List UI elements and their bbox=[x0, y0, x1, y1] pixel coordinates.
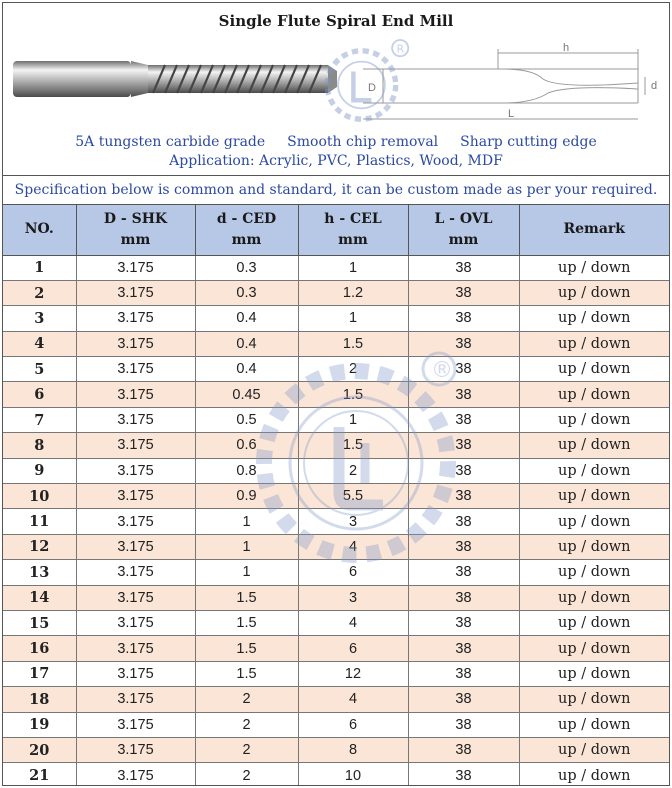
cutting-length-cell: 6 bbox=[298, 560, 408, 585]
shank-diameter-cell: 3.175 bbox=[76, 331, 195, 356]
remark-cell: up / down bbox=[519, 357, 669, 382]
cutting-length-cell: 8 bbox=[298, 737, 408, 762]
table-row bbox=[3, 661, 669, 686]
cutting-diameter-cell: 1.5 bbox=[195, 661, 298, 686]
cutting-diameter-cell: 1 bbox=[195, 509, 298, 534]
feature-item: Smooth chip removal bbox=[287, 134, 439, 150]
row-no-cell: 21 bbox=[3, 763, 76, 786]
table-row bbox=[3, 306, 669, 331]
table-row bbox=[3, 433, 669, 458]
row-no-cell: 17 bbox=[3, 661, 76, 686]
table-row bbox=[3, 382, 669, 407]
end-mill-photo bbox=[13, 51, 343, 107]
overall-length-cell: 38 bbox=[408, 280, 519, 305]
shank-diameter-cell: 3.175 bbox=[76, 484, 195, 509]
row-no-cell: 19 bbox=[3, 712, 76, 737]
cutting-length-cell: 1.2 bbox=[298, 280, 408, 305]
overall-length-cell: 38 bbox=[408, 382, 519, 407]
shank-diameter-cell: 3.175 bbox=[76, 712, 195, 737]
col-header-shank-diameter: D - SHK mm bbox=[76, 205, 195, 255]
table-row bbox=[3, 610, 669, 635]
shank-diameter-cell: 3.175 bbox=[76, 661, 195, 686]
row-no-cell: 6 bbox=[3, 382, 76, 407]
row-no-cell: 10 bbox=[3, 484, 76, 509]
cutting-length-cell: 1.5 bbox=[298, 382, 408, 407]
overall-length-cell: 38 bbox=[408, 687, 519, 712]
remark-cell: up / down bbox=[519, 636, 669, 661]
spec-table bbox=[3, 205, 669, 786]
label-h: h bbox=[563, 42, 570, 54]
cutting-diameter-cell: 1.5 bbox=[195, 585, 298, 610]
overall-length-cell: 38 bbox=[408, 357, 519, 382]
cutting-length-cell: 1 bbox=[298, 255, 408, 280]
remark-cell: up / down bbox=[519, 484, 669, 509]
overall-length-cell: 38 bbox=[408, 712, 519, 737]
cutting-length-cell: 5.5 bbox=[298, 484, 408, 509]
shank-diameter-cell: 3.175 bbox=[76, 433, 195, 458]
cutting-length-cell: 2 bbox=[298, 458, 408, 483]
shank-diameter-cell: 3.175 bbox=[76, 636, 195, 661]
row-no-cell: 16 bbox=[3, 636, 76, 661]
remark-cell: up / down bbox=[519, 534, 669, 559]
row-no-cell: 9 bbox=[3, 458, 76, 483]
remark-cell: up / down bbox=[519, 509, 669, 534]
remark-cell: up / down bbox=[519, 458, 669, 483]
table-row bbox=[3, 687, 669, 712]
overall-length-cell: 38 bbox=[408, 255, 519, 280]
label-L: L bbox=[508, 108, 515, 120]
shank-diameter-cell: 3.175 bbox=[76, 458, 195, 483]
cutting-diameter-cell: 2 bbox=[195, 687, 298, 712]
cutting-diameter-cell: 1.5 bbox=[195, 636, 298, 661]
remark-cell: up / down bbox=[519, 737, 669, 762]
product-header bbox=[3, 3, 669, 176]
overall-length-cell: 38 bbox=[408, 610, 519, 635]
shank-diameter-cell: 3.175 bbox=[76, 737, 195, 762]
remark-cell: up / down bbox=[519, 610, 669, 635]
table-row bbox=[3, 712, 669, 737]
feature-item: 5A tungsten carbide grade bbox=[75, 134, 266, 150]
overall-length-cell: 38 bbox=[408, 737, 519, 762]
cutting-diameter-cell: 0.3 bbox=[195, 255, 298, 280]
table-row bbox=[3, 407, 669, 432]
cutting-diameter-cell: 2 bbox=[195, 737, 298, 762]
remark-cell: up / down bbox=[519, 763, 669, 786]
table-header-row bbox=[3, 205, 669, 255]
overall-length-cell: 38 bbox=[408, 484, 519, 509]
remark-cell: up / down bbox=[519, 433, 669, 458]
spec-sheet bbox=[2, 2, 670, 786]
cutting-diameter-cell: 0.9 bbox=[195, 484, 298, 509]
overall-length-cell: 38 bbox=[408, 661, 519, 686]
remark-cell: up / down bbox=[519, 661, 669, 686]
row-no-cell: 12 bbox=[3, 534, 76, 559]
shank-diameter-cell: 3.175 bbox=[76, 763, 195, 786]
table-row bbox=[3, 763, 669, 786]
cutting-length-cell: 1.5 bbox=[298, 433, 408, 458]
cutting-diameter-cell: 1.5 bbox=[195, 610, 298, 635]
table-row bbox=[3, 357, 669, 382]
remark-cell: up / down bbox=[519, 407, 669, 432]
remark-cell: up / down bbox=[519, 712, 669, 737]
cutting-length-cell: 12 bbox=[298, 661, 408, 686]
overall-length-cell: 38 bbox=[408, 458, 519, 483]
remark-cell: up / down bbox=[519, 382, 669, 407]
cutting-length-cell: 1.5 bbox=[298, 331, 408, 356]
overall-length-cell: 38 bbox=[408, 407, 519, 432]
table-row bbox=[3, 737, 669, 762]
table-row bbox=[3, 585, 669, 610]
table-row bbox=[3, 484, 669, 509]
cutting-diameter-cell: 0.6 bbox=[195, 433, 298, 458]
row-no-cell: 15 bbox=[3, 610, 76, 635]
shank-diameter-cell: 3.175 bbox=[76, 255, 195, 280]
application-text: Application: Acrylic, PVC, Plastics, Wood, MDF bbox=[169, 153, 503, 169]
row-no-cell: 11 bbox=[3, 509, 76, 534]
row-no-cell: 1 bbox=[3, 255, 76, 280]
cutting-length-cell: 6 bbox=[298, 636, 408, 661]
row-no-cell: 8 bbox=[3, 433, 76, 458]
cutting-length-cell: 4 bbox=[298, 687, 408, 712]
cutting-length-cell: 3 bbox=[298, 509, 408, 534]
cutting-diameter-cell: 0.4 bbox=[195, 331, 298, 356]
dimension-drawing bbox=[343, 39, 663, 129]
row-no-cell: 2 bbox=[3, 280, 76, 305]
cutting-length-cell: 4 bbox=[298, 610, 408, 635]
row-no-cell: 14 bbox=[3, 585, 76, 610]
overall-length-cell: 38 bbox=[408, 534, 519, 559]
table-row bbox=[3, 534, 669, 559]
shank-diameter-cell: 3.175 bbox=[76, 610, 195, 635]
cutting-diameter-cell: 2 bbox=[195, 712, 298, 737]
overall-length-cell: 38 bbox=[408, 509, 519, 534]
remark-cell: up / down bbox=[519, 687, 669, 712]
shank-diameter-cell: 3.175 bbox=[76, 280, 195, 305]
cutting-diameter-cell: 2 bbox=[195, 763, 298, 786]
shank-diameter-cell: 3.175 bbox=[76, 687, 195, 712]
feature-list bbox=[3, 134, 669, 150]
cutting-diameter-cell: 1 bbox=[195, 560, 298, 585]
feature-item: Sharp cutting edge bbox=[460, 134, 597, 150]
overall-length-cell: 38 bbox=[408, 560, 519, 585]
shank-diameter-cell: 3.175 bbox=[76, 585, 195, 610]
col-header-remark: Remark bbox=[519, 205, 669, 255]
remark-cell: up / down bbox=[519, 331, 669, 356]
cutting-length-cell: 3 bbox=[298, 585, 408, 610]
overall-length-cell: 38 bbox=[408, 433, 519, 458]
cutting-diameter-cell: 0.8 bbox=[195, 458, 298, 483]
cutting-length-cell: 2 bbox=[298, 357, 408, 382]
spec-note: Specification below is common and standard, it can be custom made as per your required. bbox=[3, 176, 669, 205]
cutting-diameter-cell: 0.45 bbox=[195, 382, 298, 407]
cutting-length-cell: 1 bbox=[298, 306, 408, 331]
label-d: d bbox=[651, 80, 658, 92]
shank-diameter-cell: 3.175 bbox=[76, 306, 195, 331]
col-header-overall-length: L - OVL mm bbox=[408, 205, 519, 255]
row-no-cell: 20 bbox=[3, 737, 76, 762]
cutting-diameter-cell: 0.4 bbox=[195, 306, 298, 331]
remark-cell: up / down bbox=[519, 585, 669, 610]
shank-diameter-cell: 3.175 bbox=[76, 382, 195, 407]
remark-cell: up / down bbox=[519, 306, 669, 331]
overall-length-cell: 38 bbox=[408, 585, 519, 610]
shank-diameter-cell: 3.175 bbox=[76, 534, 195, 559]
table-row bbox=[3, 280, 669, 305]
row-no-cell: 5 bbox=[3, 357, 76, 382]
row-no-cell: 3 bbox=[3, 306, 76, 331]
col-header-cutting-length: h - CEL mm bbox=[298, 205, 408, 255]
remark-cell: up / down bbox=[519, 255, 669, 280]
table-row bbox=[3, 509, 669, 534]
cutting-diameter-cell: 0.3 bbox=[195, 280, 298, 305]
cutting-diameter-cell: 0.5 bbox=[195, 407, 298, 432]
remark-cell: up / down bbox=[519, 560, 669, 585]
shank-diameter-cell: 3.175 bbox=[76, 407, 195, 432]
col-header-cutting-diameter: d - CED mm bbox=[195, 205, 298, 255]
table-row bbox=[3, 331, 669, 356]
overall-length-cell: 38 bbox=[408, 331, 519, 356]
shank-diameter-cell: 3.175 bbox=[76, 560, 195, 585]
row-no-cell: 13 bbox=[3, 560, 76, 585]
cutting-diameter-cell: 0.4 bbox=[195, 357, 298, 382]
cutting-length-cell: 4 bbox=[298, 534, 408, 559]
product-title: Single Flute Spiral End Mill bbox=[218, 12, 454, 30]
overall-length-cell: 38 bbox=[408, 636, 519, 661]
table-row bbox=[3, 636, 669, 661]
row-no-cell: 7 bbox=[3, 407, 76, 432]
cutting-diameter-cell: 1 bbox=[195, 534, 298, 559]
row-no-cell: 4 bbox=[3, 331, 76, 356]
table-row bbox=[3, 560, 669, 585]
table-row bbox=[3, 255, 669, 280]
overall-length-cell: 38 bbox=[408, 763, 519, 786]
label-D: D bbox=[368, 82, 376, 94]
cutting-length-cell: 6 bbox=[298, 712, 408, 737]
registered-mark: ® bbox=[431, 358, 453, 383]
row-no-cell: 18 bbox=[3, 687, 76, 712]
shank-diameter-cell: 3.175 bbox=[76, 509, 195, 534]
col-header-no: NO. bbox=[3, 205, 76, 255]
remark-cell: up / down bbox=[519, 280, 669, 305]
table-row bbox=[3, 458, 669, 483]
cutting-length-cell: 1 bbox=[298, 407, 408, 432]
cutting-length-cell: 10 bbox=[298, 763, 408, 786]
overall-length-cell: 38 bbox=[408, 306, 519, 331]
svg-text:R: R bbox=[396, 42, 405, 56]
shank-diameter-cell: 3.175 bbox=[76, 357, 195, 382]
